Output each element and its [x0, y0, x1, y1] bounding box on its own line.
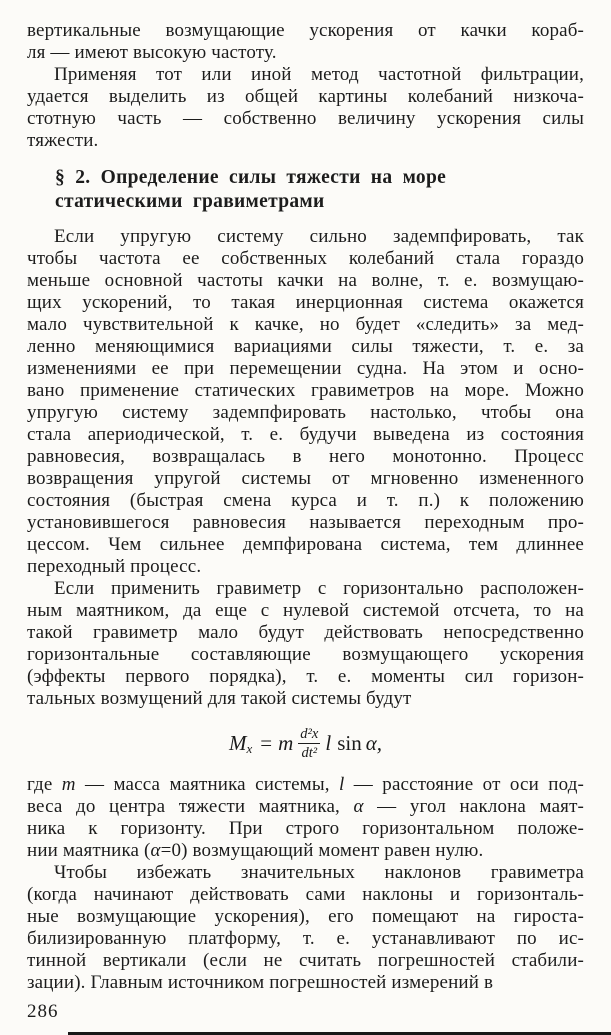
text-line: ные возмущающие ускорения), его помещают на гироста- — [27, 906, 584, 927]
text-line: цессом. Чем сильнее демпфирована система, тем длиннее — [27, 534, 584, 555]
paragraph — [27, 774, 584, 862]
formula-fraction — [298, 726, 320, 761]
paragraph — [27, 226, 584, 578]
text-line: равновесия, возвращалась в него монотонно. Процесс — [27, 446, 584, 467]
text-line: состояния (быстрая смена курса и т. п.) к положению — [27, 490, 584, 511]
text-line: такой гравиметр мало будут действовать непосредственно — [27, 622, 584, 643]
text-line: упругую систему задемпфировать настолько, чтобы она — [27, 402, 584, 423]
formula-M: M — [229, 730, 247, 755]
fraction-denominator: dt² — [301, 744, 318, 761]
paragraph — [27, 20, 584, 64]
text-line: меньше основной частоты качки на волне, т. е. возмущаю- — [27, 270, 584, 291]
formula-row — [27, 718, 584, 768]
text-line: Если упругую систему сильно задемпфировать, так — [54, 226, 584, 247]
text-line: ля — имеют высокую частоту. — [27, 42, 277, 63]
formula-comma: , — [376, 730, 382, 755]
math-var: α — [150, 840, 161, 861]
text-line: тинной вертикали (если не считать погрешностей стабили- — [27, 950, 584, 971]
text-line: возвращения упругой системы от мгновенно измененного — [27, 468, 584, 489]
heading-line: § 2. Определение силы тяжести на море — [55, 167, 447, 188]
text-line: стотную часть — собственно величину ускорения силы — [27, 108, 584, 129]
text-line: ным маятником, да еще с нулевой системой отсчета, то на — [27, 600, 584, 621]
text-line: ника к горизонту. При строго горизонтальном положе- — [27, 818, 584, 839]
section-heading — [55, 166, 584, 214]
heading-line: статическими гравиметрами — [55, 191, 325, 212]
formula-length-l: l — [325, 730, 332, 755]
text-line: переходный процесс. — [27, 556, 202, 577]
paragraph — [27, 862, 584, 994]
fraction-numerator: d²x — [300, 725, 319, 742]
text-line: билизированную платформу, т. е. устанавливают по ис- — [27, 928, 584, 949]
text-line: (когда начинают действовать сами наклоны и горизонталь- — [27, 884, 584, 905]
math-var: α — [353, 796, 364, 817]
page-number: 286 — [27, 1001, 59, 1022]
text-line: горизонтальные составляющие возмущающего ускорения — [27, 644, 584, 665]
formula-mass-m: m — [278, 730, 294, 755]
paragraph — [27, 578, 584, 710]
formula-angle-alpha: α — [365, 730, 377, 755]
text-line: (эффекты первого порядка), т. е. моменты сил горизон- — [27, 666, 584, 687]
text-line: Если применить гравиметр с горизонтально расположен- — [54, 578, 584, 599]
text-line: изменениями ее при перемещении судна. На этом и осно- — [27, 358, 584, 379]
pendulum-moment-formula — [229, 726, 382, 761]
text-line: стала апериодической, т. е. будучи выведена из состояния — [27, 424, 584, 445]
text-line: тальных возмущений для такой системы будут — [27, 688, 412, 709]
math-var: m — [61, 774, 76, 795]
text-line: мало чувствительной к качке, но будет «следить» за мед- — [27, 314, 584, 335]
formula-subscript-x: x — [246, 741, 253, 756]
text-line: вано применение статических гравиметров на море. Можно — [27, 380, 584, 401]
sine-function: sin — [337, 730, 362, 755]
text-flow — [27, 20, 584, 994]
text-line: Применяя тот или иной метод частотной фильтрации, — [54, 64, 584, 85]
text-line: щих ускорений, то такая инерционная система окажется — [27, 292, 584, 313]
equals-sign: = — [260, 730, 273, 755]
text-line: удается выделить из общей картины колебаний низкоча- — [27, 86, 584, 107]
text-line: зации). Главным источником погрешностей измерений в — [27, 972, 494, 993]
text-line: где m — масса маятника системы, l — расстояние от оси под- — [27, 774, 584, 795]
text-line: вертикальные возмущающие ускорения от качки кораб- — [27, 20, 584, 41]
text-line: веса до центра тяжести маятника, α — угол наклона маят- — [27, 796, 584, 817]
text-line: ленно меняющимися вариациями силы тяжести, т. е. за — [27, 336, 584, 357]
text-line: Чтобы избежать значительных наклонов гравиметра — [54, 862, 584, 883]
math-var: l — [339, 774, 345, 795]
paragraph — [27, 64, 584, 152]
text-line: тяжести. — [27, 130, 99, 151]
text-line: чтобы частота ее собственных колебаний стала гораздо — [27, 248, 584, 269]
text-line: установившегося равновесия называется переходным про- — [27, 512, 584, 533]
text-line: нии маятника (α=0) возмущающий момент равен нулю. — [27, 840, 484, 861]
